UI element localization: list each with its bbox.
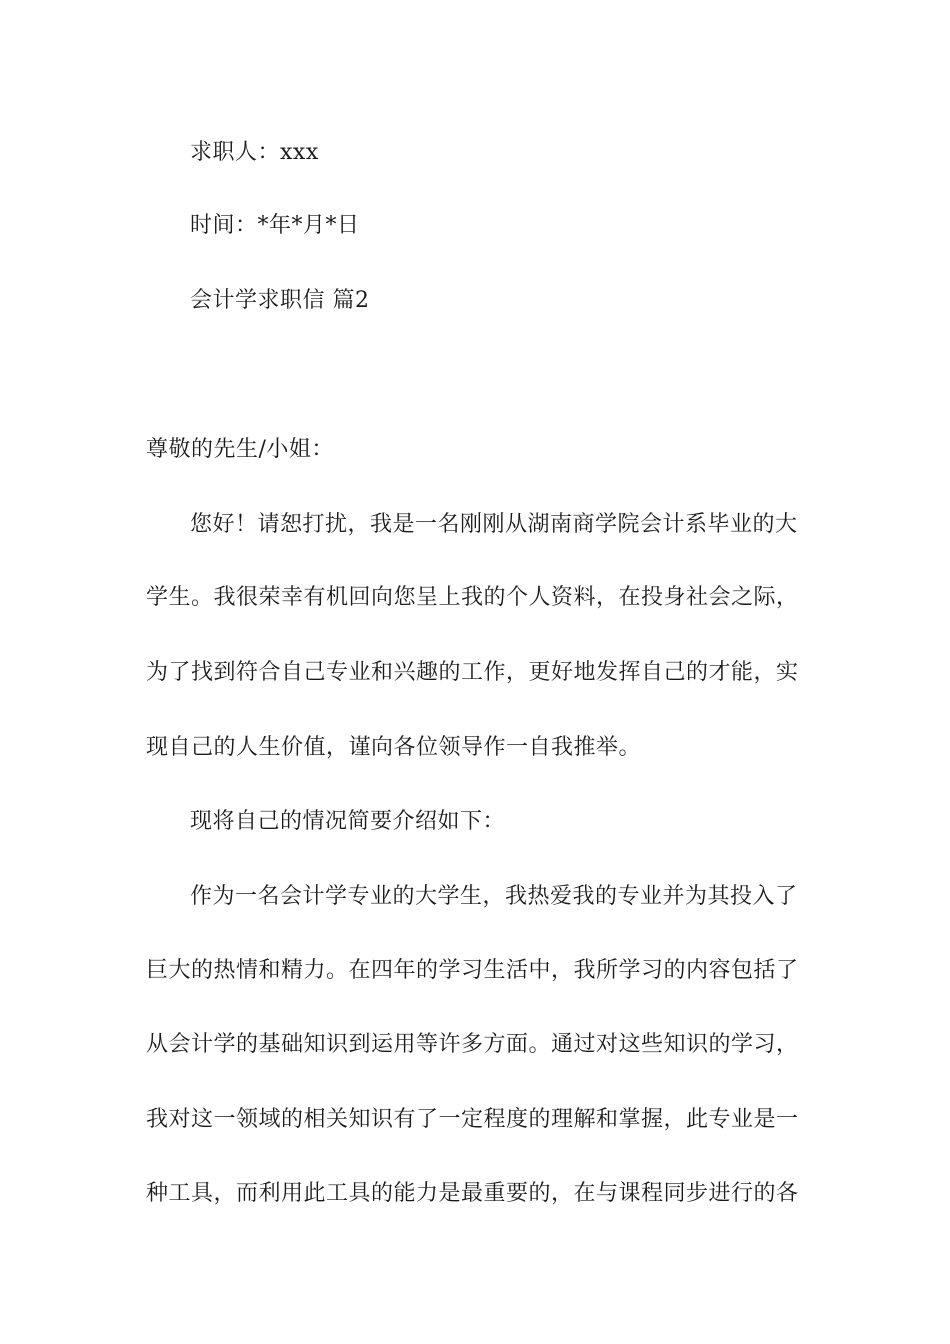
paragraph-1-line-4: 现自己的人生价值，谨向各位领导作一自我推举。 [146, 735, 642, 760]
paragraph-1-line-2: 学生。我很荣幸有机回向您呈上我的个人资料，在投身社会之际， [146, 585, 799, 610]
applicant-line: 求职人：xxx [190, 140, 319, 165]
paragraph-3-line-3: 从会计学的基础知识到运用等许多方面。通过对这些知识的学习， [146, 1032, 799, 1057]
section-heading: 会计学求职信 篇2 [190, 288, 370, 313]
paragraph-3-line-4: 我对这一领域的相关知识有了一定程度的理解和掌握，此专业是一 [146, 1107, 799, 1132]
paragraph-3-line-2: 巨大的热情和精力。在四年的学习生活中，我所学习的内容包括了 [146, 958, 799, 983]
paragraph-1-line-1: 您好！请恕打扰，我是一名刚刚从湖南商学院会计系毕业的大 [190, 512, 798, 537]
paragraph-3-line-1: 作为一名会计学专业的大学生，我热爱我的专业并为其投入了 [190, 884, 798, 909]
paragraph-3-line-5: 种工具，而利用此工具的能力是最重要的，在与课程同步进行的各 [146, 1181, 799, 1206]
paragraph-1-line-3: 为了找到符合自己专业和兴趣的工作，更好地发挥自己的才能，实 [146, 660, 799, 685]
date-line: 时间：*年*月*日 [190, 213, 360, 238]
salutation: 尊敬的先生/小姐： [146, 437, 334, 462]
paragraph-2-line-1: 现将自己的情况简要介绍如下： [190, 809, 506, 834]
